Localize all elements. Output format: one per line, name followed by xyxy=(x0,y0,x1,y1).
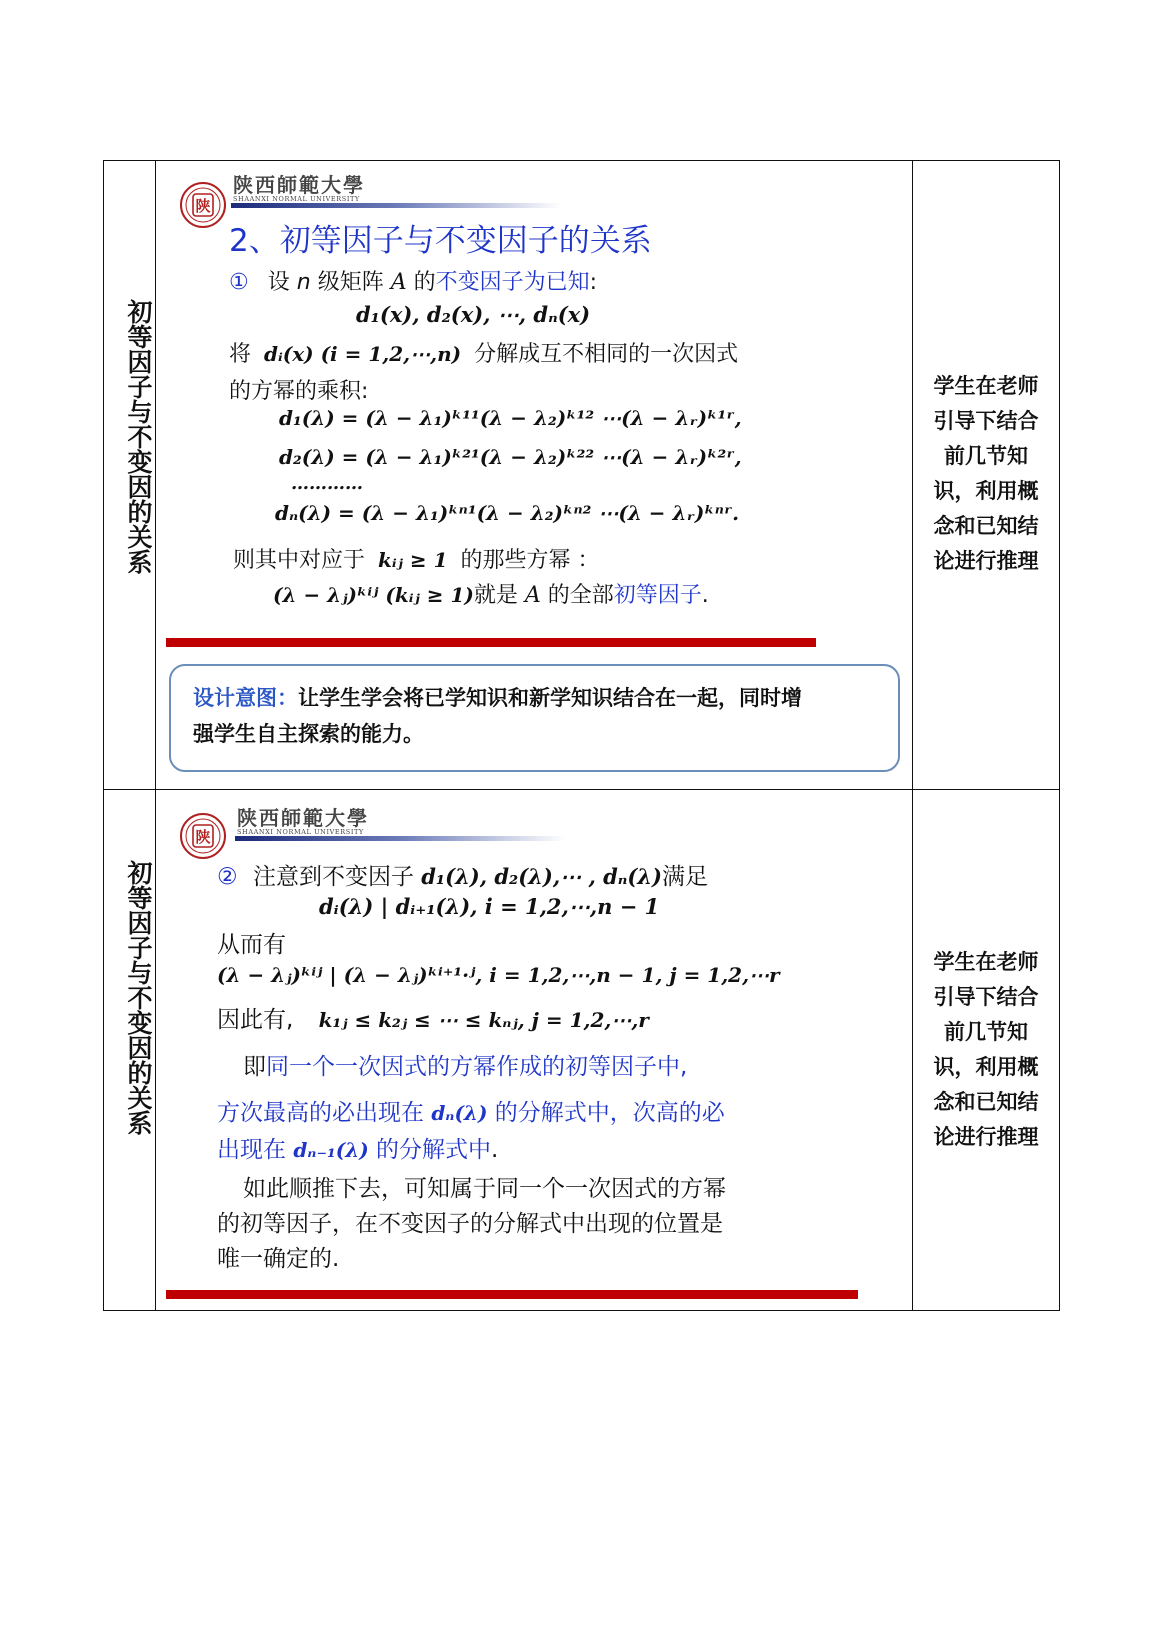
note-text xyxy=(913,369,1059,579)
math-text: k₁ⱼ ≤ k₂ⱼ ≤ ⋯ ≤ kₙⱼ, j = 1,2,⋯,r xyxy=(318,1008,649,1032)
text: 设 xyxy=(267,270,290,295)
title-char: 的 xyxy=(124,499,153,524)
title-char: 因 xyxy=(124,474,153,499)
highlight-text: 初等因子 xyxy=(613,583,702,608)
math-text: dₙ₋₁(λ) xyxy=(293,1138,369,1162)
highlight-text: 的分解式中 xyxy=(376,1137,492,1163)
row-title xyxy=(104,860,155,1135)
title-char: 与 xyxy=(124,399,153,424)
text: 的那些方幂 ： xyxy=(460,548,600,573)
slide-line xyxy=(217,858,708,891)
math-line: dᵢ(λ) | dᵢ₊₁(λ), i = 1,2,⋯,n − 1 xyxy=(319,894,660,919)
circled-number: ① xyxy=(229,270,249,295)
university-logo xyxy=(179,181,227,233)
note-line: 引导下结合 xyxy=(933,409,1039,433)
note-line: 前几节知 xyxy=(944,1020,1028,1044)
row-title xyxy=(104,299,155,574)
highlight-text: 不变因子为已知 xyxy=(435,270,590,295)
note-line: 前几节知 xyxy=(944,444,1028,468)
text: . xyxy=(701,583,709,608)
highlight-text: 方次最高的必出现在 xyxy=(217,1100,424,1126)
text: 即 xyxy=(243,1054,266,1080)
title-char: 关 xyxy=(124,1085,153,1110)
university-logo xyxy=(179,812,227,864)
title-char: 关 xyxy=(124,524,153,549)
slide-line: 从而有 xyxy=(217,932,286,958)
note-line: 引导下结合 xyxy=(933,985,1039,1009)
svg-text:陕: 陕 xyxy=(195,197,211,215)
slide-divider xyxy=(166,638,816,647)
logo-bar xyxy=(231,203,561,208)
text: 就是 xyxy=(473,583,518,608)
text: 因此有, xyxy=(217,1007,294,1033)
math-var: n xyxy=(296,270,311,295)
note-line: 学生在老师 xyxy=(933,950,1039,974)
math-text: d₁(λ), d₂(λ),⋯ , dₙ(λ) xyxy=(421,864,662,889)
slide-line xyxy=(233,543,600,574)
note-cell xyxy=(912,161,1059,789)
logo-subtitle: SHAANXI NORMAL UNIVERSITY xyxy=(233,195,360,203)
slide-line xyxy=(243,1048,687,1081)
math-text: dᵢ(x) (i = 1,2,⋯,n) xyxy=(264,342,462,366)
note-line: 识，利用概 xyxy=(933,479,1039,503)
lesson-table xyxy=(103,160,1060,1311)
title-char: 等 xyxy=(124,885,153,910)
title-char: 子 xyxy=(124,374,153,399)
table-row xyxy=(104,161,1059,790)
slide-line xyxy=(217,1001,649,1034)
slide-line: 的方幂的乘积: xyxy=(229,379,369,404)
title-char: 不 xyxy=(124,424,153,449)
note-line: 念和已知结 xyxy=(933,1090,1039,1114)
text: 将 xyxy=(229,342,252,367)
text: 分解成互不相同的一次因式 xyxy=(474,342,739,367)
seal-icon xyxy=(179,812,227,860)
slide-line xyxy=(273,578,709,609)
title-char: 因 xyxy=(124,1035,153,1060)
logo-bar xyxy=(235,836,565,841)
title-char: 变 xyxy=(124,1010,153,1035)
math-var: A xyxy=(524,583,541,608)
title-char: 变 xyxy=(124,449,153,474)
title-char: 系 xyxy=(124,1110,153,1135)
title-char: 与 xyxy=(124,960,153,985)
text: 注意到不变因子 xyxy=(252,864,414,890)
design-text: 强学生自主探索的能力。 xyxy=(193,722,424,746)
text: 的全部 xyxy=(547,583,614,608)
slide-line: 的初等因子，在不变因子的分解式中出现的位置是 xyxy=(217,1211,723,1237)
note-text xyxy=(913,945,1059,1155)
title-char: 子 xyxy=(124,935,153,960)
math-text: (λ − λⱼ)ᵏⁱʲ (kᵢⱼ ≥ 1) xyxy=(273,583,474,607)
slide-divider xyxy=(166,1290,858,1299)
slide-image xyxy=(161,798,861,1288)
math-var: A xyxy=(390,270,407,295)
row-title-cell xyxy=(104,161,156,789)
design-text: 让学生学会将已学知识和新学知识结合在一起，同时增 xyxy=(298,686,802,710)
slide-line: 如此顺推下去，可知属于同一个一次因式的方幂 xyxy=(243,1176,726,1202)
highlight-text: 出现在 xyxy=(217,1137,286,1163)
math-line: (λ − λⱼ)ᵏⁱʲ | (λ − λⱼ)ᵏⁱ⁺¹·ʲ, i = 1,2,⋯,n − 1, j = 1,2,⋯r xyxy=(217,963,780,987)
highlight-text: 同一个一次因式的方幂作成的初等因子中, xyxy=(266,1054,688,1080)
title-char: 不 xyxy=(124,985,153,1010)
logo-text: 陕西師範大學 xyxy=(237,806,369,830)
design-intent-box xyxy=(169,664,900,772)
row-title-cell xyxy=(104,790,156,1310)
logo-subtitle: SHAANXI NORMAL UNIVERSITY xyxy=(237,828,364,836)
equation: d₂(λ) = (λ − λ₁)ᵏ²¹(λ − λ₂)ᵏ²² ⋯(λ − λᵣ)ᵏ²ʳ, xyxy=(279,445,742,469)
equation: d₁(λ) = (λ − λ₁)ᵏ¹¹(λ − λ₂)ᵏ¹² ⋯(λ − λᵣ)ᵏ¹ʳ, xyxy=(279,406,742,430)
math-text: dₙ(λ) xyxy=(431,1101,488,1125)
title-char: 因 xyxy=(124,910,153,935)
note-line: 念和已知结 xyxy=(933,514,1039,538)
text: 的 xyxy=(413,270,436,295)
slide-line: 唯一确定的. xyxy=(217,1246,340,1272)
equation-dots: ………… xyxy=(291,473,363,494)
title-char: 因 xyxy=(124,349,153,374)
seal-icon xyxy=(179,181,227,229)
logo-text: 陕西師範大學 xyxy=(233,173,365,197)
title-char: 的 xyxy=(124,1060,153,1085)
title-char: 初 xyxy=(124,860,153,885)
text: : xyxy=(589,270,598,295)
text: 则其中对应于 xyxy=(233,548,366,573)
slide-line xyxy=(229,265,597,296)
slide-line xyxy=(229,337,738,368)
text: 满足 xyxy=(661,864,708,890)
highlight-text: 的分解式中，次高的必 xyxy=(494,1100,725,1126)
text: 级矩阵 xyxy=(317,270,384,295)
title-char: 等 xyxy=(124,324,153,349)
slide-image xyxy=(161,163,821,641)
slide-line xyxy=(217,1094,725,1127)
math-text: kᵢⱼ ≥ 1 xyxy=(378,548,448,572)
table-row xyxy=(104,790,1059,1310)
design-label: 设计意图： xyxy=(193,686,298,710)
note-cell xyxy=(912,790,1059,1310)
slide-line xyxy=(217,1131,498,1164)
text: . xyxy=(491,1137,499,1163)
math-line: d₁(x), d₂(x), ⋯, dₙ(x) xyxy=(356,302,591,327)
title-char: 初 xyxy=(124,299,153,324)
slide-heading: 2、初等因子与不变因子的关系 xyxy=(229,223,652,259)
note-line: 识，利用概 xyxy=(933,1055,1039,1079)
note-line: 论进行推理 xyxy=(933,1125,1039,1149)
note-line: 学生在老师 xyxy=(933,374,1039,398)
title-char: 系 xyxy=(124,549,153,574)
circled-number: ② xyxy=(217,864,238,890)
note-line: 论进行推理 xyxy=(933,549,1039,573)
svg-text:陕: 陕 xyxy=(195,828,211,846)
equation: dₙ(λ) = (λ − λ₁)ᵏⁿ¹(λ − λ₂)ᵏⁿ² ⋯(λ − λᵣ)ᵏⁿʳ. xyxy=(275,501,740,525)
